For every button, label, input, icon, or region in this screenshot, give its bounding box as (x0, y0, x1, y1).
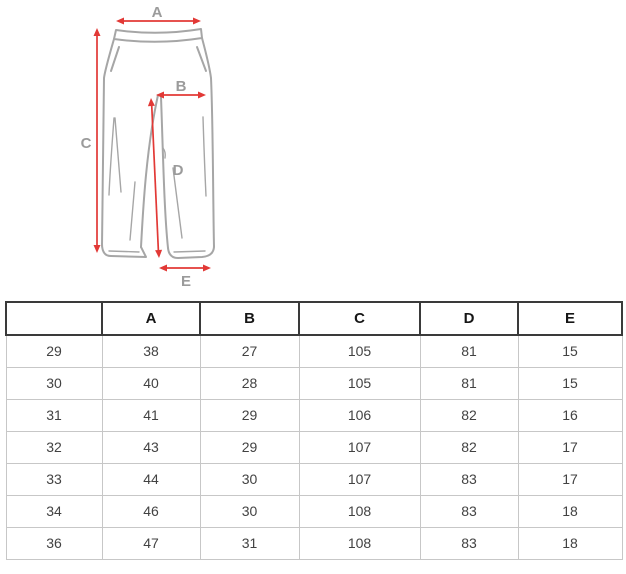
label-c: C (80, 135, 92, 152)
left-pocket-line (111, 47, 119, 71)
value-cell: 81 (420, 367, 518, 399)
column-header-d: D (420, 302, 518, 335)
value-cell: 30 (200, 495, 299, 527)
value-cell: 15 (518, 335, 622, 367)
left-leg-crease-3 (130, 182, 135, 240)
value-cell: 108 (299, 495, 420, 527)
value-cell: 47 (102, 527, 200, 559)
value-cell: 16 (518, 399, 622, 431)
pants-drawing (102, 29, 214, 258)
arrow-d-head-top (148, 98, 155, 106)
arrow-e-head-left (159, 265, 167, 272)
size-cell: 31 (6, 399, 102, 431)
size-cell: 29 (6, 335, 102, 367)
value-cell: 83 (420, 527, 518, 559)
table-row (6, 527, 622, 559)
column-header-b: B (200, 302, 299, 335)
table-row (6, 399, 622, 431)
size-table-body (6, 335, 622, 559)
value-cell: 83 (420, 495, 518, 527)
value-cell: 43 (102, 431, 200, 463)
arrow-c-head-bottom (94, 245, 101, 253)
value-cell: 105 (299, 335, 420, 367)
value-cell: 46 (102, 495, 200, 527)
value-cell: 29 (200, 431, 299, 463)
value-cell: 108 (299, 527, 420, 559)
left-leg-crease-2 (115, 118, 121, 192)
value-cell: 83 (420, 463, 518, 495)
value-cell: 17 (518, 463, 622, 495)
value-cell: 82 (420, 399, 518, 431)
arrow-a-head-left (116, 18, 124, 25)
value-cell: 18 (518, 495, 622, 527)
table-row (6, 463, 622, 495)
value-cell: 30 (200, 463, 299, 495)
right-inner-seam (161, 97, 168, 248)
column-header-size (6, 302, 102, 335)
right-hem-stitch (174, 251, 205, 252)
value-cell: 29 (200, 399, 299, 431)
label-e: E (180, 273, 192, 290)
waistband (114, 29, 202, 42)
arrow-c-head-top (94, 28, 101, 36)
label-b: B (175, 78, 187, 95)
arrow-d (152, 105, 159, 251)
column-header-a: A (102, 302, 200, 335)
arrow-a-head-right (193, 18, 201, 25)
value-cell: 38 (102, 335, 200, 367)
value-cell: 107 (299, 431, 420, 463)
arrow-b-head-right (198, 92, 206, 99)
size-cell: 36 (6, 527, 102, 559)
column-header-e: E (518, 302, 622, 335)
size-table (5, 301, 623, 560)
value-cell: 107 (299, 463, 420, 495)
value-cell: 31 (200, 527, 299, 559)
size-table-header (6, 302, 622, 335)
value-cell: 44 (102, 463, 200, 495)
table-row (6, 367, 622, 399)
header-row (6, 302, 622, 335)
value-cell: 18 (518, 527, 622, 559)
left-hem-stitch (109, 251, 139, 252)
size-cell: 32 (6, 431, 102, 463)
arrow-d-head-bottom (155, 250, 162, 258)
left-leg-crease-1 (109, 118, 114, 195)
table-row (6, 495, 622, 527)
size-cell: 34 (6, 495, 102, 527)
value-cell: 81 (420, 335, 518, 367)
size-cell: 30 (6, 367, 102, 399)
table-row (6, 431, 622, 463)
value-cell: 106 (299, 399, 420, 431)
label-a: A (151, 4, 163, 21)
value-cell: 15 (518, 367, 622, 399)
arrow-e-head-right (203, 265, 211, 272)
label-d: D (172, 162, 184, 179)
value-cell: 27 (200, 335, 299, 367)
right-leg-crease-1 (203, 117, 206, 196)
value-cell: 17 (518, 431, 622, 463)
value-cell: 41 (102, 399, 200, 431)
measurement-arrows (94, 18, 212, 272)
value-cell: 105 (299, 367, 420, 399)
table-row (6, 335, 622, 367)
value-cell: 82 (420, 431, 518, 463)
size-cell: 33 (6, 463, 102, 495)
column-header-c: C (299, 302, 420, 335)
value-cell: 28 (200, 367, 299, 399)
value-cell: 40 (102, 367, 200, 399)
